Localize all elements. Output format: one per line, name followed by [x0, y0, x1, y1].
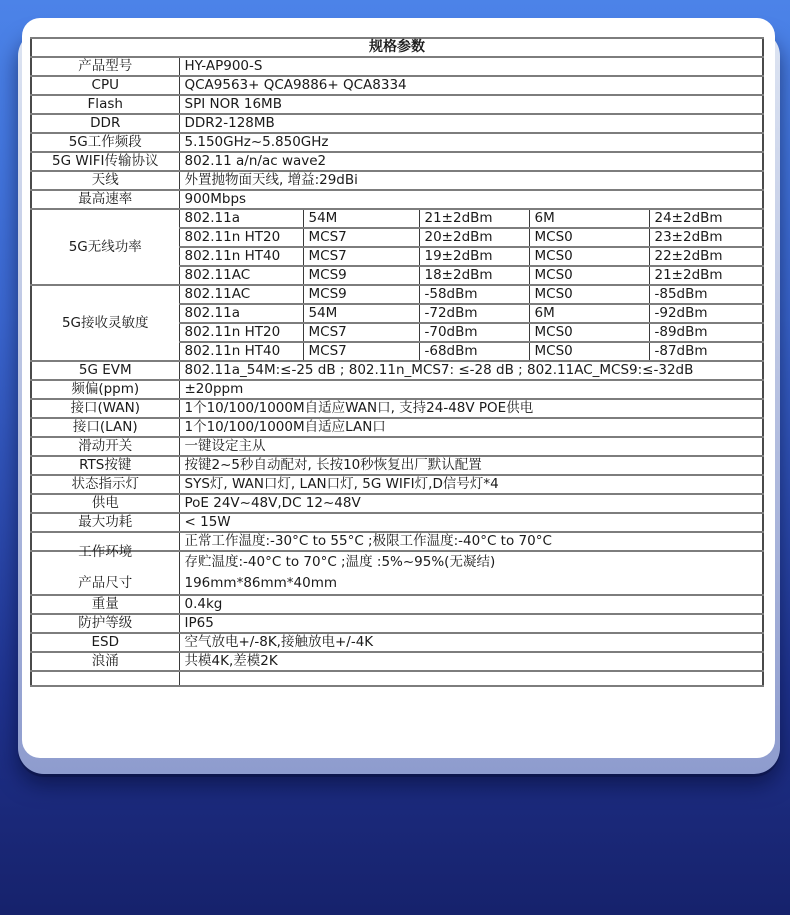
spec-row-rts	[31, 456, 763, 475]
spec-row-ppm	[31, 380, 763, 399]
spec-label: 产品型号	[31, 57, 179, 76]
spec-label: RTS按键	[31, 456, 179, 475]
tx-mode: 802.11AC	[179, 266, 303, 285]
rx-sens1: -72dBm	[419, 304, 529, 323]
spec-label: CPU	[31, 76, 179, 95]
spec-label: 5G工作频段	[31, 133, 179, 152]
spec-row-surge	[31, 652, 763, 671]
tx-mode: 802.11n HT20	[179, 228, 303, 247]
spec-row-maxrate	[31, 190, 763, 209]
spec-value: 外置抛物面天线, 增益:29dBi	[179, 171, 763, 190]
rx-rate2: MCS0	[529, 323, 649, 342]
spec-label: 5G WIFI传输协议	[31, 152, 179, 171]
spec-value: 802.11 a/n/ac wave2	[179, 152, 763, 171]
rx-rate1: MCS7	[303, 323, 419, 342]
spec-value: 正常工作温度:-30°C to 55°C ;极限工作温度:-40°C to 70°C	[179, 532, 763, 551]
spec-label: 天线	[31, 171, 179, 190]
spec-value: 按键2~5秒自动配对, 长按10秒恢复出厂默认配置	[179, 456, 763, 475]
dimensions-line: 196mm*86mm*40mm	[184, 575, 338, 591]
spec-value: HY-AP900-S	[179, 57, 763, 76]
spec-label: 5G EVM	[31, 361, 179, 380]
spec-label: 滑动开关	[31, 437, 179, 456]
tx-rate1: MCS7	[303, 247, 419, 266]
spec-label: DDR	[31, 114, 179, 133]
spec-row-ip-rating	[31, 614, 763, 633]
spec-label: 最高速率	[31, 190, 179, 209]
spec-label: 状态指示灯	[31, 475, 179, 494]
rx-mode: 802.11a	[179, 304, 303, 323]
tx-power1: 18±2dBm	[419, 266, 529, 285]
rx-sens1: -58dBm	[419, 285, 529, 304]
spec-row-power-supply	[31, 494, 763, 513]
tx-rate2: 6M	[529, 209, 649, 228]
spec-label: 浪涌	[31, 652, 179, 671]
tx-power2: 22±2dBm	[649, 247, 763, 266]
spec-row-esd	[31, 633, 763, 652]
spec-row-band	[31, 133, 763, 152]
rx-sens2: -85dBm	[649, 285, 763, 304]
spec-label: 重量	[31, 595, 179, 614]
spec-row-evm	[31, 361, 763, 380]
spec-table	[30, 37, 764, 687]
tx-power2: 24±2dBm	[649, 209, 763, 228]
environment-label: 工作环境	[78, 544, 133, 560]
spec-label: 防护等级	[31, 614, 179, 633]
spec-value: 900Mbps	[179, 190, 763, 209]
tx-power1: 21±2dBm	[419, 209, 529, 228]
spec-row-wan	[31, 399, 763, 418]
rx-rate2: MCS0	[529, 285, 649, 304]
spec-value: 共模4K,差模2K	[179, 652, 763, 671]
spec-label: Flash	[31, 95, 179, 114]
rx-sens2: -89dBm	[649, 323, 763, 342]
spec-value: 802.11a_54M:≤-25 dB ; 802.11n_MCS7: ≤-28 dB ; 802.11AC_MCS9:≤-32dB	[179, 361, 763, 380]
spec-row-model	[31, 57, 763, 76]
spec-row-weight	[31, 595, 763, 614]
tx-power1: 20±2dBm	[419, 228, 529, 247]
rx-mode: 802.11AC	[179, 285, 303, 304]
rx-sens1: -70dBm	[419, 323, 529, 342]
spec-row-environment	[31, 532, 763, 551]
spec-row-switch	[31, 437, 763, 456]
tx-rate1: MCS7	[303, 228, 419, 247]
empty-label-cell	[31, 671, 179, 686]
table-title: 规格参数	[31, 38, 763, 57]
tx-rate2: MCS0	[529, 247, 649, 266]
rx-rate1: 54M	[303, 304, 419, 323]
spec-value: ±20ppm	[179, 380, 763, 399]
spec-value: SPI NOR 16MB	[179, 95, 763, 114]
spec-label: ESD	[31, 633, 179, 652]
spec-row-antenna	[31, 171, 763, 190]
spec-row-flash	[31, 95, 763, 114]
spec-label-environment	[31, 532, 179, 560]
tx-mode: 802.11a	[179, 209, 303, 228]
spec-card	[22, 18, 775, 758]
storage-temp-line: 存贮温度:-40°C to 70°C ;温度 :5%~95%(无凝结)	[184, 554, 496, 570]
spec-value: < 15W	[179, 513, 763, 532]
tx-mode: 802.11n HT40	[179, 247, 303, 266]
rx-sens2: -92dBm	[649, 304, 763, 323]
tx-rate2: MCS0	[529, 266, 649, 285]
spec-value: IP65	[179, 614, 763, 633]
spec-value: 1个10/100/1000M自适应WAN口, 支持24-48V POE供电	[179, 399, 763, 418]
spec-row-empty	[31, 671, 763, 686]
spec-label: 供电	[31, 494, 179, 513]
rx-rate2: 6M	[529, 304, 649, 323]
spec-value: 5.150GHz~5.850GHz	[179, 133, 763, 152]
spec-label: 产品尺寸	[31, 551, 179, 595]
tx-rate1: MCS9	[303, 266, 419, 285]
spec-value: 空气放电+/-8K,接触放电+/-4K	[179, 633, 763, 652]
spec-value: PoE 24V~48V,DC 12~48V	[179, 494, 763, 513]
spec-value: DDR2-128MB	[179, 114, 763, 133]
rx-sens1: -68dBm	[419, 342, 529, 361]
spec-value: QCA9563+ QCA9886+ QCA8334	[179, 76, 763, 95]
spec-row-consumption	[31, 513, 763, 532]
rx-rate1: MCS7	[303, 342, 419, 361]
spec-label: 频偏(ppm)	[31, 380, 179, 399]
rx-rate2: MCS0	[529, 342, 649, 361]
spec-row-cpu	[31, 76, 763, 95]
spec-value: 一键设定主从	[179, 437, 763, 456]
rx-sens-row	[31, 285, 763, 304]
spec-row-lan	[31, 418, 763, 437]
tx-power1: 19±2dBm	[419, 247, 529, 266]
spec-label: 接口(WAN)	[31, 399, 179, 418]
rx-sens2: -87dBm	[649, 342, 763, 361]
spec-row-ddr	[31, 114, 763, 133]
tx-power-row	[31, 209, 763, 228]
rx-rate1: MCS9	[303, 285, 419, 304]
table-title-row	[31, 38, 763, 57]
spec-row-led	[31, 475, 763, 494]
spec-label: 5G接收灵敏度	[31, 285, 179, 361]
rx-mode: 802.11n HT40	[179, 342, 303, 361]
tx-power2: 21±2dBm	[649, 266, 763, 285]
rx-mode: 802.11n HT20	[179, 323, 303, 342]
spec-value: 1个10/100/1000M自适应LAN口	[179, 418, 763, 437]
empty-value-cell	[179, 671, 763, 686]
spec-row-protocol	[31, 152, 763, 171]
spec-label: 接口(LAN)	[31, 418, 179, 437]
card-surface	[22, 18, 775, 758]
tx-rate2: MCS0	[529, 228, 649, 247]
spec-value-dimensions	[179, 551, 763, 595]
spec-value: SYS灯, WAN口灯, LAN口灯, 5G WIFI灯,D信号灯*4	[179, 475, 763, 494]
spec-label: 5G无线功率	[31, 209, 179, 285]
spec-value: 0.4kg	[179, 595, 763, 614]
spec-label: 最大功耗	[31, 513, 179, 532]
tx-rate1: 54M	[303, 209, 419, 228]
tx-power2: 23±2dBm	[649, 228, 763, 247]
